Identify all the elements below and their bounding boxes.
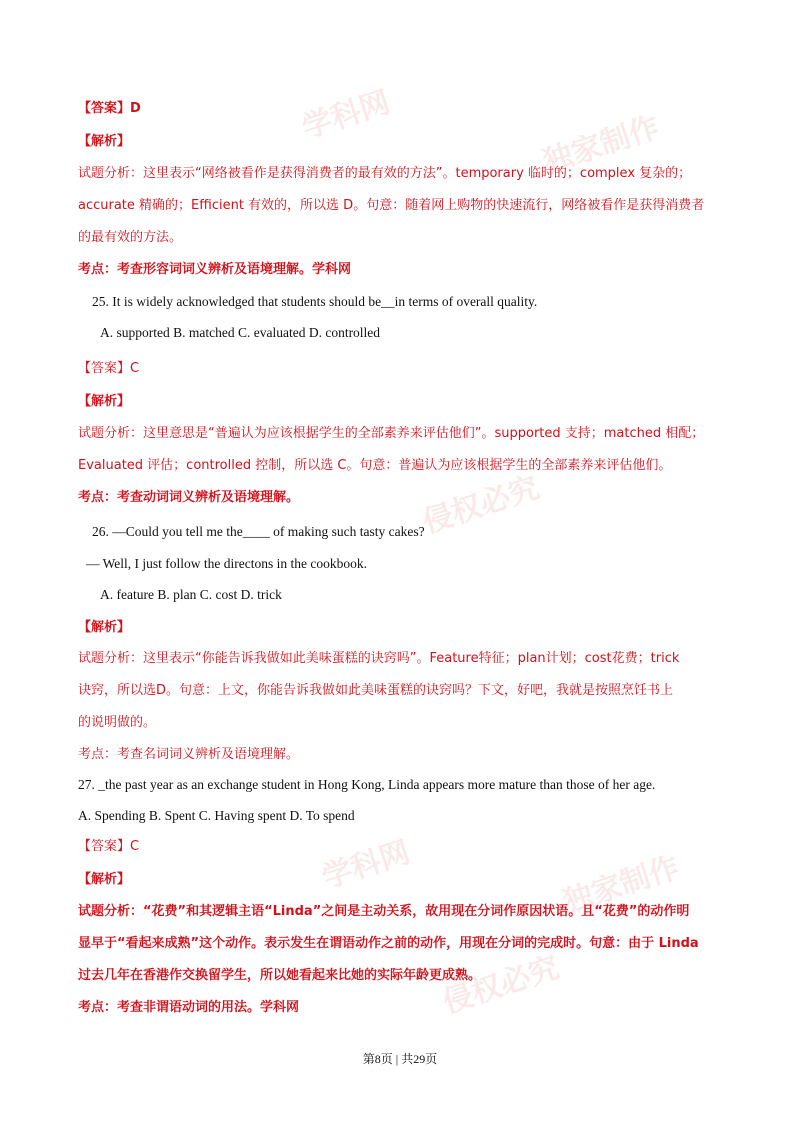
q25-point: 考点：考查动词词义辨析及语境理解。 — [78, 490, 300, 505]
q24-analysis-line: 试题分析：这里表示“网络被看作是获得消费者的最有效的方法”。temporary 临时的；complex 复杂的； — [78, 166, 692, 181]
q27-analysis-line: 过去几年在香港作交换留学生，所以她看起来比她的实际年龄更成熟。 — [78, 968, 482, 983]
q26-reply: — Well, I just follow the directons in the cookbook. — [86, 556, 367, 571]
q24-analysis-line: 的最有效的方法。 — [78, 230, 183, 245]
page-number: 第8页 | 共29页 — [362, 1052, 438, 1066]
q27-analysis-line: 显早于“看起来成熟”这个动作。表示发生在谓语动作之前的动作，用现在分词的完成时。句意：由于 Linda — [78, 936, 699, 951]
q25-stem: 25. It is widely acknowledged that students should be__in terms of overall quality. — [92, 294, 538, 309]
q26-analysis-label: 【解析】 — [78, 620, 131, 635]
q26-analysis-line: 试题分析：这里表示“你能告诉我做如此美味蛋糕的诀窍吗”。Feature特征；plan计划；cost花费；trick — [78, 651, 680, 666]
q25-answer: 【答案】C — [78, 361, 140, 376]
watermark-text: 独家制作 — [538, 110, 664, 181]
q26-analysis-line: 诀窍，所以选D。句意：上文，你能告诉我做如此美味蛋糕的诀窍吗？下文，好吧，我就是按照烹饪书上 — [78, 683, 674, 698]
q25-analysis-line: 试题分析：这里意思是“普遍认为应该根据学生的全部素养来评估他们”。supported 支持；matched 相配； — [78, 426, 705, 441]
q26-analysis-line: 的说明做的。 — [78, 715, 157, 730]
q24-analysis-label: 【解析】 — [78, 134, 131, 149]
q27-options: A. Spending B. Spent C. Having spent D. To spend — [78, 808, 355, 823]
q26-options: A. feature B. plan C. cost D. trick — [100, 587, 282, 602]
q26-stem: 26. —Could you tell me the____ of making such tasty cakes? — [92, 524, 425, 539]
q24-answer: 【答案】D — [78, 101, 141, 116]
q27-stem: 27. _the past year as an exchange student in Hong Kong, Linda appears more mature than those of her age. — [78, 777, 656, 792]
q27-analysis-label: 【解析】 — [78, 872, 131, 887]
q27-answer: 【答案】C — [78, 839, 140, 854]
watermark-text: 学科网 — [297, 84, 395, 146]
q27-point: 考点：考查非谓语动词的用法。学科网 — [78, 1000, 300, 1015]
q25-analysis-label: 【解析】 — [78, 394, 131, 409]
q24-point: 考点：考查形容词词义辨析及语境理解。学科网 — [78, 262, 352, 277]
watermark-text: 侵权必究 — [438, 950, 564, 1021]
watermark-text: 学科网 — [317, 834, 415, 896]
q25-options: A. supported B. matched C. evaluated D. controlled — [100, 325, 381, 340]
watermark-text: 独家制作 — [558, 850, 684, 921]
q26-point: 考点：考查名词词义辨析及语境理解。 — [78, 747, 300, 762]
q25-analysis-line: Evaluated 评估；controlled 控制，所以选 C。句意：普遍认为应该根据学生的全部素养来评估他们。 — [78, 458, 672, 473]
watermark-text: 侵权必究 — [418, 470, 544, 541]
q24-analysis-line: accurate 精确的；Efficient 有效的，所以选 D。句意：随着网上购物的快速流行，网络被看作是获得消费者 — [78, 198, 705, 213]
q27-analysis-line: 试题分析：“花费”和其逻辑主语“Linda”之间是主动关系，故用现在分词作原因状语。且“花费”的动作明 — [78, 904, 690, 919]
